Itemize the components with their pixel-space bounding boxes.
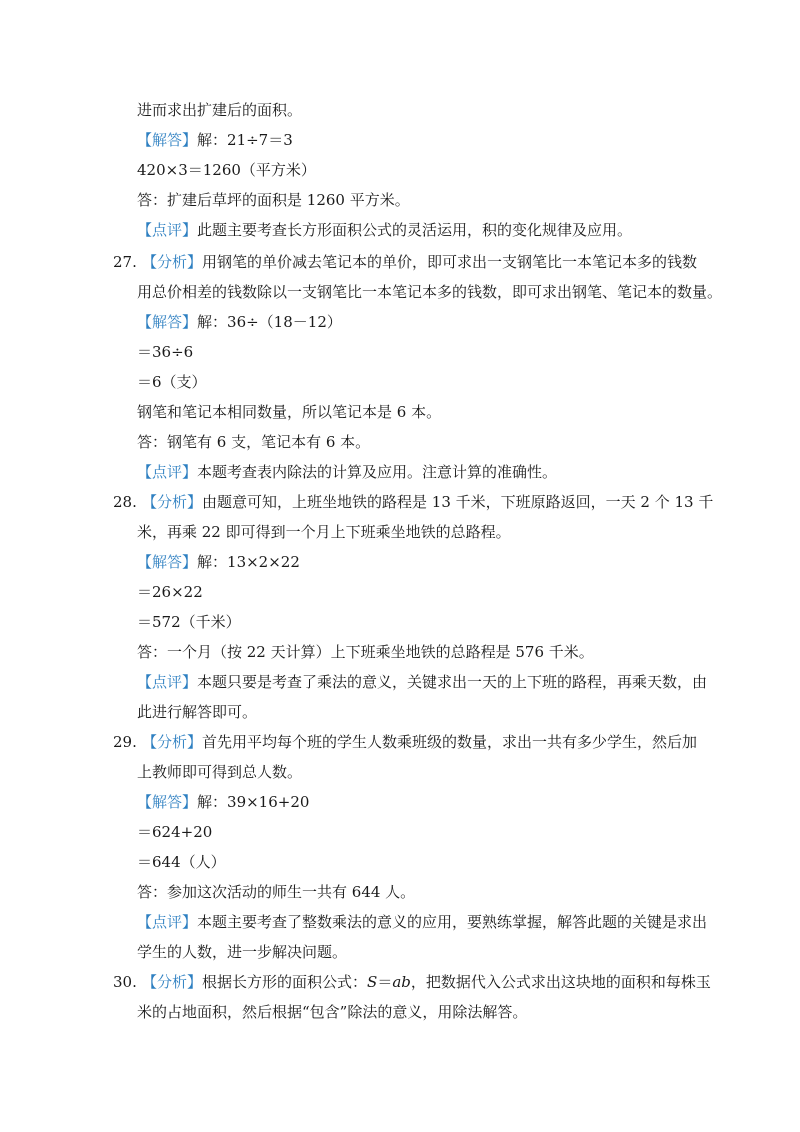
comment-tag: 【点评】 [137,221,198,239]
solution-expression: 13×2×22 [227,553,300,571]
q28-solution-line [137,552,300,572]
q28-analysis-line2: 米，再乘 22 即可得到一个月上下班乘坐地铁的总路程。 [137,523,511,541]
comment-text: 此题主要考查长方形面积公式的灵活运用，积的变化规律及应用。 [197,221,633,239]
formula-s: S [367,973,378,991]
comment-text: 本题只要是考查了乘法的意义，关键求出一天的上下班的路程，再乘天数，由 [197,673,708,691]
q26-calc-step: 420×3＝1260（平方米） [137,161,316,179]
q28-comment-line2: 此进行解答即可。 [137,703,258,721]
solution-prefix: 解： [197,553,228,571]
q29-solution-line [137,792,309,812]
q27-calc-step2: ＝6（支） [137,373,207,391]
question-number-29: 29. [113,733,137,751]
q26-analysis-continued: 进而求出扩建后的面积。 [137,101,303,119]
q27-analysis-line1 [142,252,697,272]
q27-answer: 答：钢笔有 6 支，笔记本有 6 本。 [137,433,371,451]
comment-tag: 【点评】 [137,913,198,931]
q30-analysis-line1 [142,972,711,992]
analysis-text: 由题意可知，上班坐地铁的路程是 13 千米，下班原路返回，一天 2 个 13 千 [202,493,714,511]
q27-note: 钢笔和笔记本相同数量，所以笔记本是 6 本。 [137,403,442,421]
q28-analysis-line1 [142,492,713,512]
q29-calc-step2: ＝644（人） [137,853,226,871]
answer-tag: 【解答】 [137,131,198,149]
q28-calc-step2: ＝572（千米） [137,613,241,631]
analysis-tag: 【分析】 [142,973,203,991]
q30-analysis-line2: 米的占地面积，然后根据“包含”除法的意义，用除法解答。 [137,1003,528,1021]
q26-solution-line [137,130,293,150]
answer-tag: 【解答】 [137,553,198,571]
q27-calc-step1: ＝36÷6 [137,343,194,361]
q29-comment-line1 [137,912,707,932]
analysis-text-post: ，把数据代入公式求出这块地的面积和每株玉 [410,973,711,991]
q29-comment-line2: 学生的人数，进一步解决问题。 [137,943,348,961]
question-number-28: 28. [113,493,137,511]
q29-calc-step1: ＝624+20 [137,823,213,841]
solution-expression: 39×16+20 [227,793,310,811]
comment-text: 本题考查表内除法的计算及应用。注意计算的准确性。 [197,463,558,481]
analysis-text: 首先用平均每个班的学生人数乘班级的数量，求出一共有多少学生，然后加 [202,733,698,751]
solution-expression: 36÷（18－12） [227,313,342,331]
solution-prefix: 解： [197,313,228,331]
analysis-text: 用钢笔的单价减去笔记本的单价，即可求出一支钢笔比一本笔记本多的钱数 [202,253,698,271]
comment-text: 本题主要考查了整数乘法的意义的应用，要熟练掌握，解答此题的关键是求出 [197,913,708,931]
analysis-tag: 【分析】 [142,733,203,751]
q29-analysis-line2: 上教师即可得到总人数。 [137,763,303,781]
formula-equals: ＝ [377,973,393,991]
comment-tag: 【点评】 [137,673,198,691]
q29-answer: 答：参加这次活动的师生一共有 644 人。 [137,883,416,901]
answer-tag: 【解答】 [137,313,198,331]
q28-answer: 答：一个月（按 22 天计算）上下班乘坐地铁的总路程是 576 千米。 [137,643,594,661]
formula-ab: ab [392,973,411,991]
q29-analysis-line1 [142,732,697,752]
analysis-tag: 【分析】 [142,493,203,511]
answer-tag: 【解答】 [137,793,198,811]
q27-solution-line [137,312,342,332]
solution-prefix: 解： [197,793,228,811]
question-number-30: 30. [113,973,137,991]
comment-tag: 【点评】 [137,463,198,481]
q26-comment [137,220,632,240]
question-number-27: 27. [113,253,137,271]
q27-comment [137,462,557,482]
analysis-text-pre: 根据长方形的面积公式： [202,973,368,991]
q28-comment-line1 [137,672,707,692]
q28-calc-step1: ＝26×22 [137,583,203,601]
solution-expression: 21÷7＝3 [227,131,293,149]
q27-analysis-line2: 用总价相差的钱数除以一支钢笔比一本笔记本多的钱数，即可求出钢笔、笔记本的数量。 [137,283,723,301]
q26-answer: 答：扩建后草坪的面积是 1260 平方米。 [137,191,410,209]
analysis-tag: 【分析】 [142,253,203,271]
solution-prefix: 解： [197,131,228,149]
